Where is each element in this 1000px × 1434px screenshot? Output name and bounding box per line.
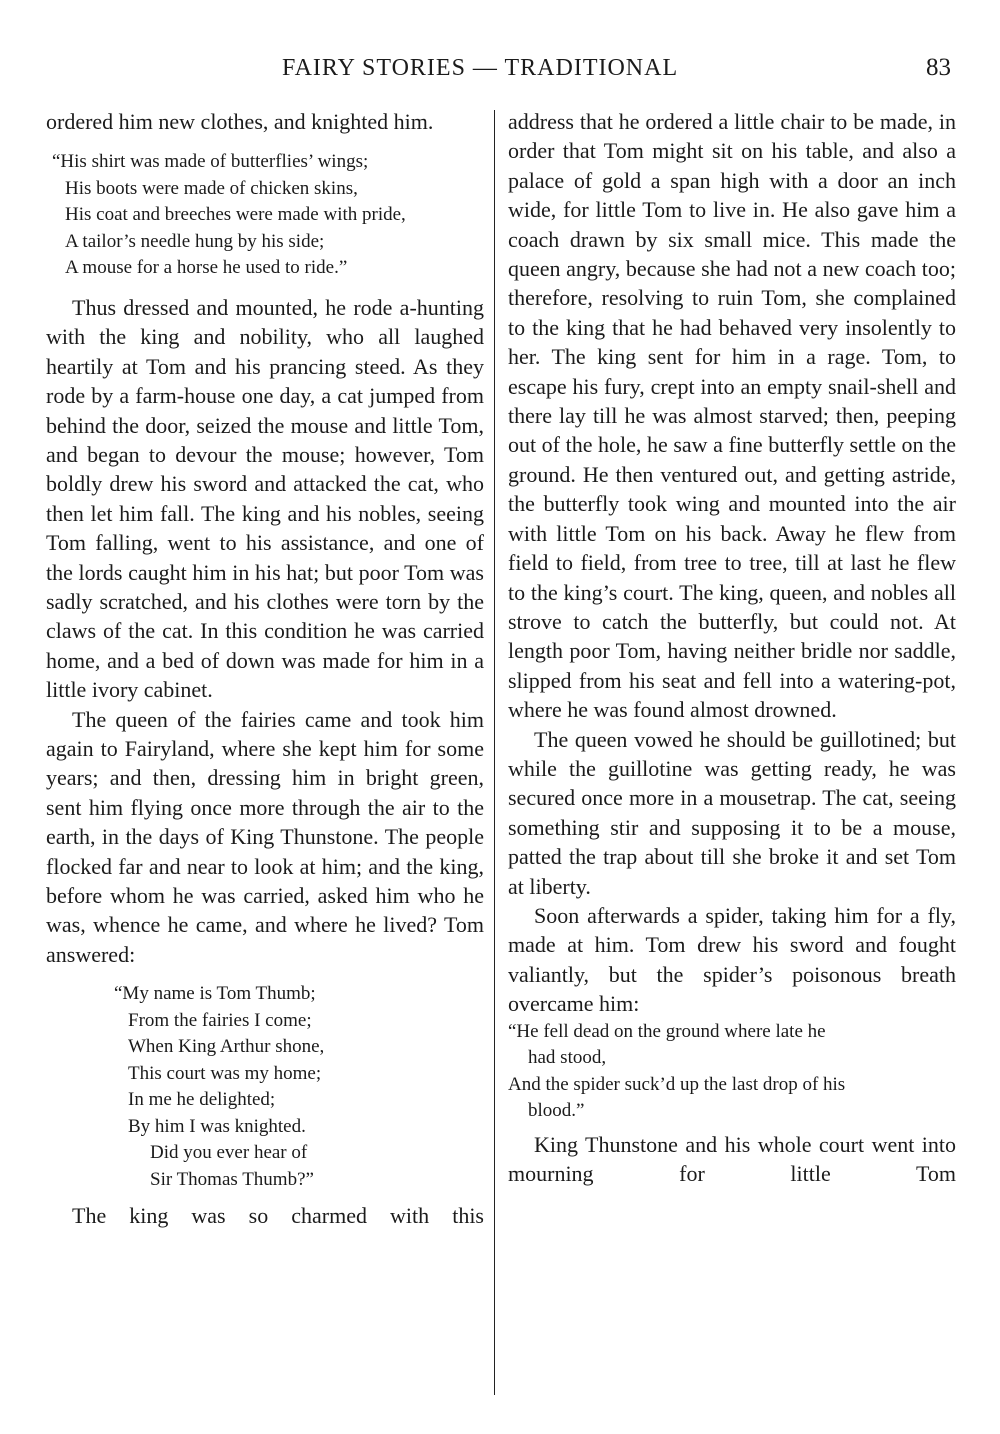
paragraph: ordered him new clothes, and knighted him. bbox=[46, 109, 434, 134]
paragraph: The queen vowed he should be guillotined; but while the guillotine was getting ready, he was secured once more in a mousetrap. The cat, seeing something stir and supposing it to be a mouse, patted the trap about till she broke it and set Tom at liberty. bbox=[508, 726, 956, 899]
page-number: 83 bbox=[926, 54, 951, 81]
paragraph: The queen of the fairies came and took him again to Fairyland, where she kept him for some years; and then, dressing him in bright green, sent him flying once more through the air to the earth, in the days of King Thunstone. The people flocked far and near to look at him; and the king, before whom he was carried, asked him who he was, whence he came, and where he lived? Tom answered: bbox=[46, 706, 484, 967]
verse-line: His coat and breeches were made with pride, bbox=[65, 204, 406, 226]
column-divider bbox=[494, 110, 495, 1395]
verse-line: In me he delighted; bbox=[128, 1089, 276, 1111]
verse-line: And the spider suck’d up the last drop of his bbox=[508, 1073, 846, 1095]
verse-line: A mouse for a horse he used to ride.” bbox=[65, 257, 348, 279]
paragraph: Soon afterwards a spider, taking him for a fly, made at him. Tom drew his sword and fought valiantly, but the spider’s poisonous breath overcame him: bbox=[508, 902, 956, 1017]
running-title: FAIRY STORIES — TRADITIONAL bbox=[282, 55, 679, 81]
verse-stanza bbox=[52, 149, 484, 282]
paragraph: address that he ordered a little chair to be made, in order that Tom might sit on his table, and also a palace of gold a span high with a door an inch wide, for little Tom to live in. He also gave him a coach drawn by six small mice. This made the queen angry, because she had not a new coach too; therefore, resolving to ruin Tom, she complained to the king that he had behaved very insolently to her. The king sent for him in a rage. Tom, to escape his fury, crept into an empty snail-shell and there lay till he was almost starved; then, peeping out of the hole, he saw a fine butterfly settle on the ground. He then ventured out, and getting astride, the butterfly took wing and mounted into the air with little Tom on his back. Away he flew from field to field, from tree to tree, till at last he flew to the king’s court. The king, queen, and nobles all strove to catch the butterfly, but could not. At length poor Tom, having neither bridle nor saddle, slipped from his seat and fell into a watering-pot, where he was found almost drowned. bbox=[508, 109, 956, 723]
verse-line: By him I was knighted. bbox=[128, 1115, 306, 1137]
verse-line: This court was my home; bbox=[128, 1062, 322, 1084]
verse-line: A tailor’s needle hung by his side; bbox=[65, 230, 325, 252]
verse-line: His boots were made of chicken skins, bbox=[65, 177, 358, 199]
verse-line: From the fairies I come; bbox=[128, 1009, 312, 1031]
verse-line: Sir Thomas Thumb?” bbox=[150, 1168, 314, 1190]
paragraph: The king was so charmed with this bbox=[72, 1203, 484, 1229]
page-header bbox=[0, 50, 1000, 86]
verse-line: When King Arthur shone, bbox=[128, 1036, 325, 1058]
verse-line: Did you ever hear of bbox=[150, 1142, 308, 1164]
verse-line: “My name is Tom Thumb; bbox=[114, 983, 316, 1005]
verse-line: “He fell dead on the ground where late he bbox=[508, 1020, 826, 1042]
paragraph: Thus dressed and mounted, he rode a-hunting with the king and nobility, who all laughed heartily at Tom and his prancing steed. As they rode by a farm-house one day, a cat jumped from behind the door, seized the mouse and little Tom, and began to devour the mouse; however, Tom boldly drew his sword and attacked the cat, who then let him fall. The king and his nobles, seeing Tom falling, went to his assistance, and one of the lords caught him in his hat; but poor Tom was sadly scratched, and his clothes were torn by the claws of the cat. In this condition he was carried home, and a bed of down was made for him in a little ivory cabinet. bbox=[46, 294, 484, 703]
left-column bbox=[46, 107, 484, 1231]
verse-line: “His shirt was made of butterflies’ wings; bbox=[52, 151, 369, 173]
right-column bbox=[508, 107, 956, 1188]
verse-stanza bbox=[508, 1019, 956, 1125]
paragraph: King Thunstone and his whole court went into mourning for little Tom bbox=[508, 1131, 956, 1186]
verse-line: had stood, bbox=[528, 1047, 607, 1069]
verse-stanza bbox=[114, 981, 484, 1193]
verse-line: blood.” bbox=[528, 1100, 585, 1122]
